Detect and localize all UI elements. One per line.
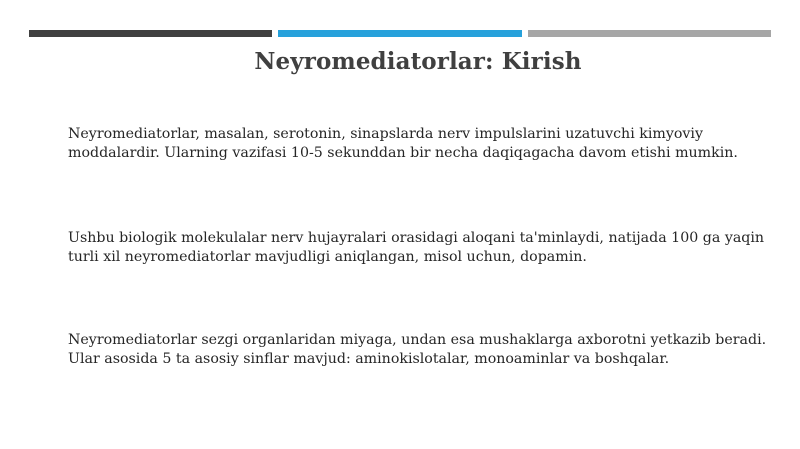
header-bar-dark	[29, 30, 272, 37]
paragraph-2: Ushbu biologik molekulalar nerv hujayralari orasidagi aloqani ta'minlaydi, natijada 100 ga yaqin turli xil neyromediatorlar mavjudligi aniqlangan, misol uchun, dopamin.	[68, 230, 765, 265]
header-bar-accent	[278, 30, 522, 37]
paragraph-3: Neyromediatorlar sezgi organlaridan miyaga, undan esa mushaklarga axborotni yetkazib beradi. Ular asosida 5 ta asosiy sinflar mavjud: aminokislotalar, monoaminlar va boshqalar.	[68, 332, 767, 367]
header-bar-light	[528, 30, 771, 37]
slide-title: Neyromediatorlar: Kirish	[254, 48, 582, 75]
paragraph-1: Neyromediatorlar, masalan, serotonin, sinapslarda nerv impulslarini uzatuvchi kimyoviy moddalardir. Ularning vazifasi 10-5 sekunddan bir necha daqiqagacha davom etishi mumkin.	[68, 126, 738, 161]
